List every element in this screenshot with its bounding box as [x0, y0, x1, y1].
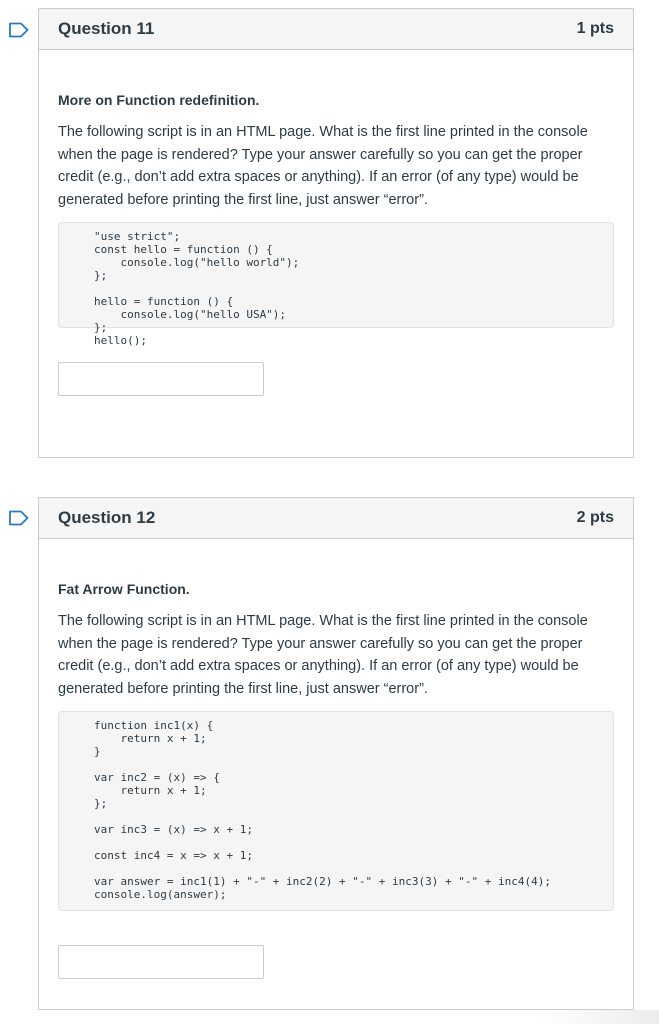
code-block: "use strict"; const hello = function () { console.log("hello world"); }; hello = function () { console.log("hello USA"); }; hello(); — [58, 222, 614, 328]
question-header — [39, 9, 633, 50]
question-body — [39, 92, 633, 396]
code-block: function inc1(x) { return x + 1; } var inc2 = (x) => { return x + 1; }; var inc3 = (x) => x + 1; const inc4 = x => x + 1; var answer = inc1(1) + "-" + inc2(2) + "-" + inc3(3) + "-" + inc4(4); console.log(answer); — [58, 711, 614, 911]
flag-question-11-icon[interactable] — [8, 22, 30, 38]
question-12 — [38, 497, 634, 1010]
question-points: 2 pts — [576, 509, 614, 526]
question-heading: More on Function redefinition. — [58, 92, 260, 108]
question-title: Question 11 — [58, 19, 155, 38]
question-body — [39, 581, 633, 979]
question-prompt: The following script is in an HTML page. What is the first line printed in the console when the page is rendered? Type your answer carefully so you can get the proper credit (e.g., don’t add extra spaces or anything). If an error (of any type) would be generated before printing the first line, just answer “error”. — [58, 613, 588, 697]
question-header — [39, 498, 633, 539]
page-edge-shadow — [539, 1010, 659, 1024]
question-title: Question 12 — [58, 508, 156, 527]
flag-question-12-icon[interactable] — [8, 510, 30, 526]
answer-input[interactable] — [58, 945, 264, 979]
question-11 — [38, 8, 634, 458]
question-points: 1 pts — [576, 20, 614, 37]
question-heading: Fat Arrow Function. — [58, 581, 190, 597]
question-prompt: The following script is in an HTML page. What is the first line printed in the console when the page is rendered? Type your answer carefully so you can get the proper credit (e.g., don’t add extra spaces or anything). If an error (of any type) would be generated before printing the first line, just answer “error”. — [58, 124, 588, 208]
answer-input[interactable] — [58, 362, 264, 396]
